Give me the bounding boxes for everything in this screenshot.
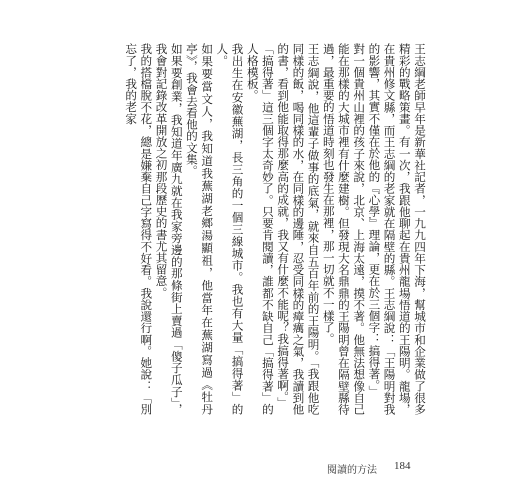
- paragraph: 「搞得著」這三個字太奇妙了。只要肯閱讀，誰都不缺自己「搞得著」的人格模板。: [245, 43, 275, 415]
- paragraph: 如果要當文人，我知道我蕪湖老鄉湯顯祖，他當年在蕪湖寫過《牡丹亭》，我會去看他的文集。: [184, 43, 215, 415]
- paragraph: 王志綱老師早年是新華社記者，一九九四年下海，幫城市和企業做了很多精彩的戰略策畫。有一次，我跟他聊起在貴州龍場悟道的王陽明。龍場，在貴州修文縣，而王志綱的老家就在隔壁的縣。王志綱說：「王陽明對我的影響，其實不僅在於他的『心學』理論，更在於三個字：搞得著。」: [367, 43, 427, 415]
- body-text: [95, 43, 427, 415]
- paragraph: 我出生在安徽蕪湖，長三角的一個三線城市。我也有大量「搞得著」的人。: [215, 43, 245, 415]
- paragraph: 對一個貴州山裡的孩子來說，北京、上海太遠，摸不著。他無法想像自己能在那樣的大城市裡有什麼建樹。但發現大名鼎鼎的王陽明曾在隔壁縣待過，最重要的悟道時刻也發生在那裡，那一切就不一樣了。: [321, 43, 367, 415]
- paragraph: 我的搭檔脫不花，總是嫌棄自己字寫得不好看。我說還行啊。她說：「別忘了，我的老家: [124, 43, 154, 415]
- paragraph: 王志綱說，他這輩子做事的底氣，就來自五百年前的王陽明。「我跟他吃同樣的飯，喝同樣的水，在同樣的邊陲，忍受同樣的瘴癘之氣，我讀到他的書，看到他能取得那麼高的成就，我又有什麼不能呢？我搞得著啊。」: [276, 43, 321, 415]
- page-number: 184: [394, 460, 411, 472]
- running-title: 閱讀的方法: [327, 465, 377, 476]
- page-footer: [0, 461, 520, 475]
- paragraph: 如果要創業，我知道年廣九就在我家旁邊的那條街上賣過「傻子瓜子」，我會對記錄改革開放之初那段歷史的書尤其留意。: [154, 43, 184, 415]
